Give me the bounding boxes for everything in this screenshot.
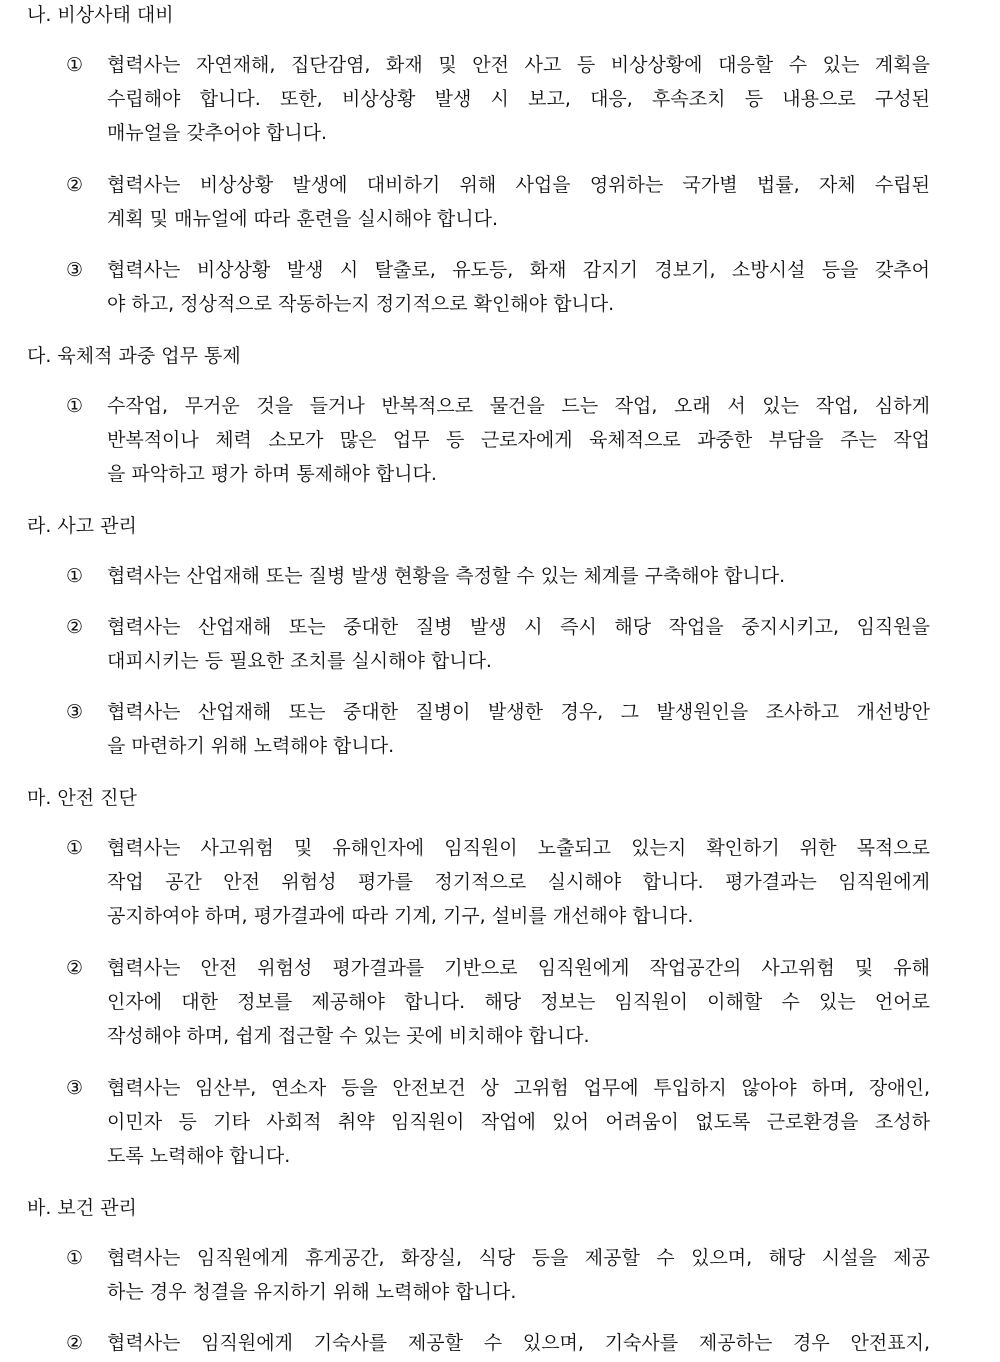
text-line: 협력사는 안전 위험성 평가결과를 기반으로 임직원에게 작업공간의 사고위험 및 유해 bbox=[107, 957, 930, 979]
text-line: 을 파악하고 평가 하며 통제해야 합니다. bbox=[107, 463, 437, 485]
text-line: 인자에 대한 정보를 제공해야 합니다. 해당 정보는 임직원이 이해할 수 있는 언어로 bbox=[107, 991, 930, 1013]
text-line: 협력사는 사고위험 및 유해인자에 임직원이 노출되고 있는지 확인하기 위한 목적으로 bbox=[107, 837, 930, 859]
item-text bbox=[107, 168, 930, 236]
text-line: 수작업, 무거운 것을 들거나 반복적으로 물건을 드는 작업, 오래 서 있는 작업, 심하게 bbox=[107, 395, 930, 417]
item-number: ① bbox=[66, 837, 84, 859]
text-line: 수립해야 합니다. 또한, 비상상황 발생 시 보고, 대응, 후속조치 등 내용으로 구성된 bbox=[107, 88, 930, 110]
item-text bbox=[107, 610, 930, 678]
list-item bbox=[66, 253, 930, 321]
list-item bbox=[66, 1071, 930, 1173]
item-number: ① bbox=[66, 54, 84, 76]
text-line: 을 마련하기 위해 노력해야 합니다. bbox=[107, 735, 395, 757]
item-number: ② bbox=[66, 616, 84, 638]
item-number: ① bbox=[66, 1247, 84, 1269]
text-line: 도록 노력해야 합니다. bbox=[107, 1145, 291, 1167]
text-line: 계획 및 매뉴얼에 따라 훈련을 실시해야 합니다. bbox=[107, 208, 499, 230]
list-item bbox=[66, 389, 930, 491]
text-line: 매뉴얼을 갖추어야 합니다. bbox=[107, 122, 328, 144]
text-line: 야 하고, 정상적으로 작동하는지 정기적으로 확인해야 합니다. bbox=[107, 293, 615, 315]
item-text bbox=[107, 253, 930, 321]
text-line: 작업 공간 안전 위험성 평가를 정기적으로 실시해야 합니다. 평가결과는 임직원에게 bbox=[107, 871, 930, 893]
section-heading-physical-workload: 다. 육체적 과중 업무 통제 bbox=[27, 345, 241, 367]
text-line: 이민자 등 기타 사회적 취약 임직원이 작업에 있어 어려움이 없도록 근로환경을 조성하 bbox=[107, 1111, 930, 1133]
list-item bbox=[66, 951, 930, 1053]
item-text bbox=[107, 48, 930, 150]
list-item bbox=[66, 610, 930, 678]
list-item bbox=[66, 559, 930, 593]
text-line: 협력사는 비상상황 발생 시 탈출로, 유도등, 화재 감지기 경보기, 소방시설 등을 갖추어 bbox=[107, 259, 930, 281]
text-line: 협력사는 임직원에게 기숙사를 제공할 수 있으며, 기숙사를 제공하는 경우 안전표지, bbox=[107, 1332, 930, 1354]
section-heading-emergency: 나. 비상사태 대비 bbox=[27, 4, 174, 26]
item-text bbox=[107, 1241, 930, 1309]
text-line: 협력사는 산업재해 또는 중대한 질병이 발생한 경우, 그 발생원인을 조사하고 개선방안 bbox=[107, 701, 930, 723]
text-line: 협력사는 임산부, 연소자 등을 안전보건 상 고위험 업무에 투입하지 않아야 하며, 장애인, bbox=[107, 1077, 930, 1099]
item-number: ① bbox=[66, 565, 84, 587]
text-line: 협력사는 산업재해 또는 중대한 질병 발생 시 즉시 해당 작업을 중지시키고, 임직원을 bbox=[107, 616, 930, 638]
item-text bbox=[107, 1326, 930, 1360]
text-line: 하는 경우 청결을 유지하기 위해 노력해야 합니다. bbox=[107, 1281, 517, 1303]
item-number: ③ bbox=[66, 1077, 84, 1099]
item-number: ② bbox=[66, 174, 84, 196]
text-line: 협력사는 비상상황 발생에 대비하기 위해 사업을 영위하는 국가별 법률, 자체 수립된 bbox=[107, 174, 930, 196]
text-line: 반복적이나 체력 소모가 많은 업무 등 근로자에게 육체적으로 과중한 부담을 주는 작업 bbox=[107, 429, 930, 451]
item-text bbox=[107, 831, 930, 933]
list-item bbox=[66, 1326, 930, 1360]
list-item bbox=[66, 48, 930, 150]
text-line: 작성해야 하며, 쉽게 접근할 수 있는 곳에 비치해야 합니다. bbox=[107, 1025, 590, 1047]
item-number: ① bbox=[66, 395, 84, 417]
text-line: 협력사는 자연재해, 집단감염, 화재 및 안전 사고 등 비상상황에 대응할 수 있는 계획을 bbox=[107, 54, 930, 76]
item-text bbox=[107, 389, 930, 491]
text-line: 공지하여야 하며, 평가결과에 따라 기계, 기구, 설비를 개선해야 합니다. bbox=[107, 905, 694, 927]
item-text bbox=[107, 559, 930, 593]
item-number: ② bbox=[66, 1332, 84, 1354]
list-item bbox=[66, 695, 930, 763]
section-heading-health-management: 바. 보건 관리 bbox=[27, 1197, 137, 1219]
item-text bbox=[107, 951, 930, 1053]
text-line: 협력사는 산업재해 또는 질병 발생 현황을 측정할 수 있는 체계를 구축해야 합니다. bbox=[107, 565, 786, 587]
item-text bbox=[107, 695, 930, 763]
list-item bbox=[66, 168, 930, 236]
item-number: ② bbox=[66, 957, 84, 979]
section-heading-accident-management: 라. 사고 관리 bbox=[27, 515, 137, 537]
section-heading-safety-assessment: 마. 안전 진단 bbox=[27, 787, 137, 809]
text-line: 협력사는 임직원에게 휴게공간, 화장실, 식당 등을 제공할 수 있으며, 해당 시설을 제공 bbox=[107, 1247, 930, 1269]
list-item bbox=[66, 1241, 930, 1309]
item-number: ③ bbox=[66, 701, 84, 723]
item-number: ③ bbox=[66, 259, 84, 281]
text-line: 대피시키는 등 필요한 조치를 실시해야 합니다. bbox=[107, 650, 492, 672]
list-item bbox=[66, 831, 930, 933]
item-text bbox=[107, 1071, 930, 1173]
